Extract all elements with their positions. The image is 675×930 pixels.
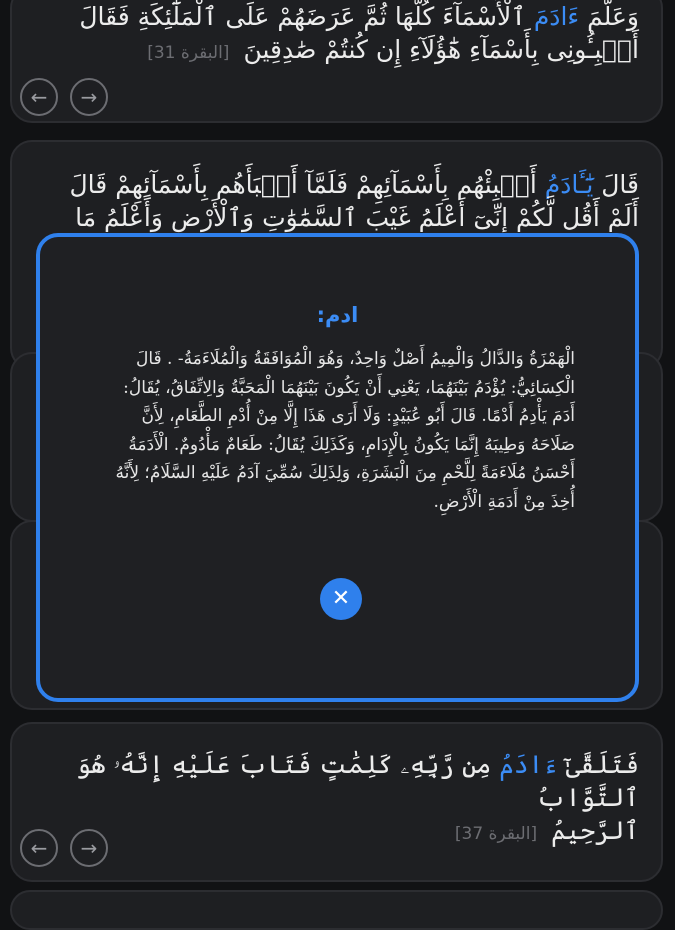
popup-title: ادم: bbox=[316, 303, 359, 327]
ayah-text: وَعَلَّمَ ءَادَمَ ٱلْأَسْمَآءَ كُلَّهَا ثُمَّ عَرَضَهُمْ عَلَى ٱلْمَلَٰٓئِكَةِ فَقَالَ أَنۢبِـُٔونِى بِأَسْمَآءِ هَٰٓؤُلَآءِ إِن كُنتُمْ صَٰدِقِينَ[البقرة 31] bbox=[12, 0, 661, 70]
ayah-text: قَالَ يَٰٓـَٔادَمُ أَنۢبِئْهُم بِأَسْمَآئِهِمْ فَلَمَّآ أَنۢبَأَهُم بِأَسْمَآئِهِمْ قَالَ أَلَمْ أَقُل لَّكُمْ إِنِّىٓ أَعْلَمُ غَيْبَ ٱلسَّمَٰوَٰتِ وَٱلْأَرْضِ وَأَعْلَمُ مَا bbox=[69, 170, 639, 232]
highlighted-word[interactable]: يَٰٓـَٔادَمُ bbox=[544, 170, 594, 199]
ayah-nav-37 bbox=[20, 829, 108, 867]
arrow-right-icon[interactable]: → bbox=[70, 829, 108, 867]
ayah-card-next[interactable] bbox=[10, 890, 663, 930]
word-definition-popup bbox=[36, 233, 639, 702]
ayah-nav-31 bbox=[20, 78, 108, 116]
arrow-left-icon[interactable]: ← bbox=[20, 829, 58, 867]
ayah-text: فَتَلَقَّىٰٓ ءَادَمُ مِن رَّبِّهِۦ كَلِمَٰتٍ فَتَابَ عَلَيْهِ إِنَّهُۥ هُوَ ٱلتَّوَّابُ ٱلرَّحِيمُ[البقرة 37] bbox=[12, 748, 661, 851]
highlighted-word[interactable]: ءَادَمَ bbox=[533, 2, 580, 31]
highlighted-word[interactable]: ءَادَمُ bbox=[499, 750, 558, 779]
arrow-left-icon[interactable]: ← bbox=[20, 78, 58, 116]
close-icon[interactable]: ✕ bbox=[320, 578, 362, 620]
ayah-reference: [البقرة 37] bbox=[454, 824, 538, 844]
arrow-right-icon[interactable]: → bbox=[70, 78, 108, 116]
ayah-reference: [البقرة 31] bbox=[147, 43, 230, 63]
popup-definition: الْهَمْزَةُ وَالدَّالُ وَالْمِيمُ أَصْلٌ وَاحِدٌ، وَهُوَ الْمُوَافَقَةُ وَالْمُلَاءَمَةُ- . قَالَ الْكِسَائِيُّ: يُؤْدَمُ بَيْنَهُمَا، يَعْنِي أَنْ يَكُونَ بَيْنَهُمَا الْمَحَبَّةُ وَالِاتِّفَاقُ، يُقَالُ: أَدَمَ يَأْدِمُ أَدْمًا. قَالَ أَبُو عُبَيْدٍ: وَلَا أَرَى هَذَا إِلَّا مِنْ أُدْمِ الطَّعَامِ، لِأَنَّ صَلَاحَهُ وَطِيبَهُ إِنَّمَا يَكُونُ بِالْإِدَامِ، وَكَذَلِكَ يُقَالُ: طَعَامٌ مَأْدُومٌ. الْأَدَمَةُ أَحْسَنُ مُلَاءَمَةً لِلَّحْمِ مِنَ الْبَشَرَةِ، وَلِذَلِكَ سُمِّيَ آدَمُ عَلَيْهِ السَّلَامُ؛ لِأَنَّهُ أُخِذَ مِنْ أَدَمَةِ الْأَرْضِ. bbox=[115, 349, 575, 512]
